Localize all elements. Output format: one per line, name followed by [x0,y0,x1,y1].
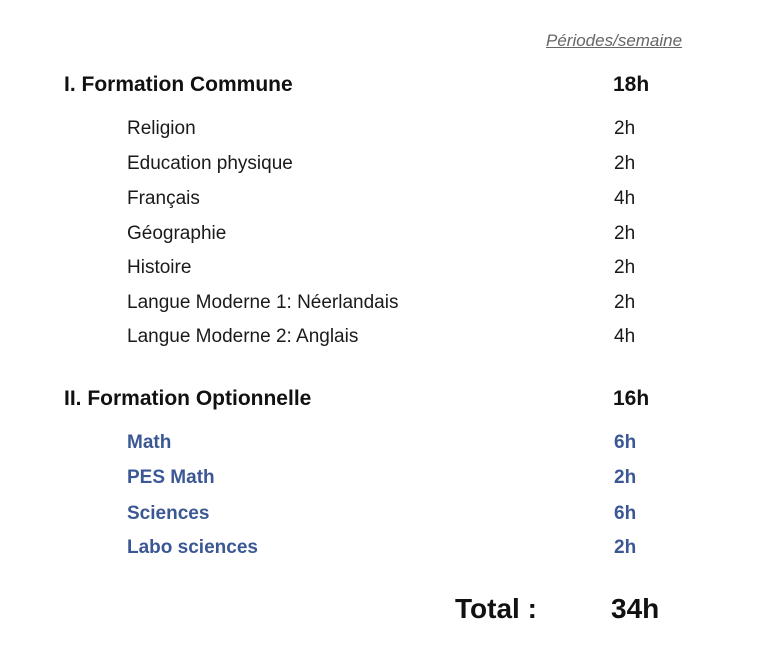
course-hours: 6h [614,503,637,524]
course-hours: 2h [614,537,637,558]
section-title-formation-commune: I. Formation Commune [64,73,293,96]
course-name: PES Math [127,467,215,488]
total-value: 34h [611,593,660,624]
course-hours: 2h [614,118,636,139]
course-hours: 2h [614,223,636,244]
course-name: Math [127,432,172,453]
course-row [0,292,783,326]
course-row [0,118,783,152]
periods-per-week-header: Périodes/semaine [546,31,683,50]
course-name: Religion [127,118,196,139]
course-hours: 4h [614,188,636,209]
course-row [0,188,783,222]
course-row [0,432,783,466]
course-name: Français [127,188,200,209]
course-hours: 2h [614,153,636,174]
course-row [0,153,783,187]
course-row [0,257,783,291]
course-name: Langue Moderne 2: Anglais [127,326,359,347]
section-hours-formation-commune: 18h [613,73,650,96]
course-row [0,467,783,501]
course-row [0,537,783,571]
section-title-formation-optionnelle: II. Formation Optionnelle [64,387,312,410]
course-hours: 6h [614,432,637,453]
course-name: Langue Moderne 1: Néerlandais [127,292,399,313]
course-name: Education physique [127,153,293,174]
course-row [0,326,783,360]
section-hours-formation-optionnelle: 16h [613,387,650,410]
course-hours: 2h [614,292,636,313]
course-row [0,223,783,257]
course-name: Géographie [127,223,227,244]
course-hours: 4h [614,326,636,347]
course-name: Histoire [127,257,192,278]
course-row [0,503,783,537]
course-name: Labo sciences [127,537,258,558]
course-hours: 2h [614,467,637,488]
course-name: Sciences [127,503,210,524]
total-label: Total : [455,593,537,624]
course-hours: 2h [614,257,636,278]
